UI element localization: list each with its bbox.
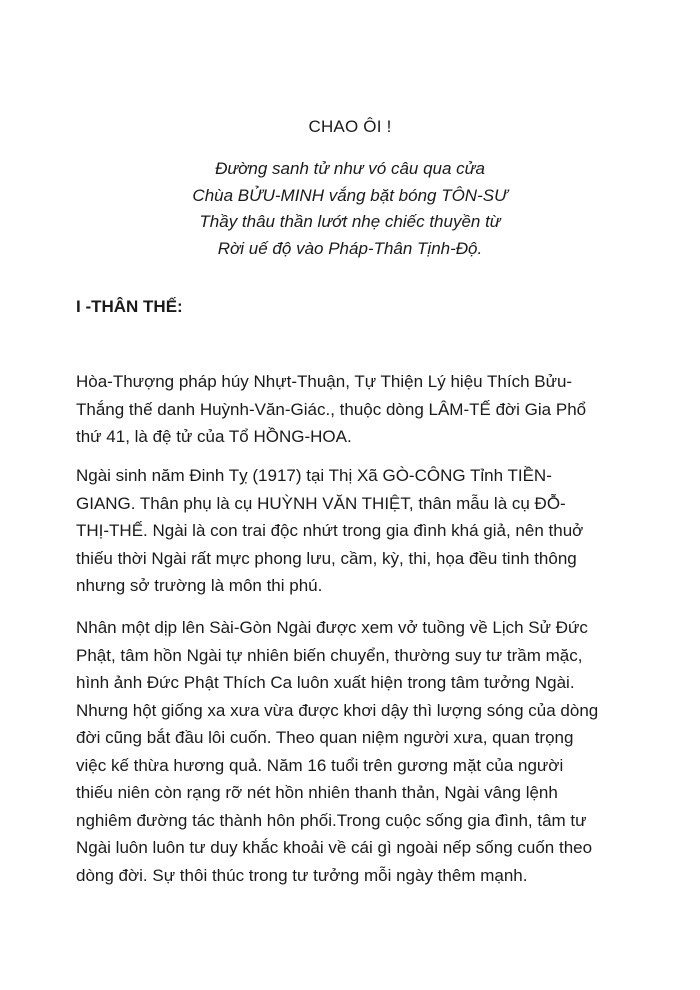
paragraph-line: đời cũng bắt đầu lôi cuốn. Theo quan niệm người xưa, quan trọng xyxy=(76,728,574,747)
paragraph-line: việc kế thừa hương quả. Năm 16 tuổi trên gương mặt của người xyxy=(76,755,564,775)
paragraph-line: GIANG. Thân phụ là cụ HUỲNH VĂN THIỆT, thân mẫu là cụ ĐỖ- xyxy=(76,493,566,513)
paragraph-line: Phật, tâm hồn Ngài tự nhiên biến chuyển, thường suy tư trầm mặc, xyxy=(76,645,583,665)
paragraph-2 xyxy=(76,462,636,600)
poem-line: Chùa BỬU-MINH vắng bặt bóng TÔN-SƯ xyxy=(192,185,508,205)
paragraph-line: Ngài sinh năm Đinh Tỵ (1917) tại Thị Xã GÒ-CÔNG Tỉnh TIỀN- xyxy=(76,466,552,485)
poem-verse xyxy=(0,156,700,262)
paragraph-line: thiếu niên còn rạng rỡ nét hồn nhiên thanh thản, Ngài vâng lệnh xyxy=(76,783,558,802)
poem-line: Đường sanh tử như vó câu qua cửa xyxy=(215,159,485,178)
section-title: I -THÂN THẾ: xyxy=(76,297,183,316)
exclamation-heading: CHAO ÔI ! xyxy=(308,117,392,136)
paragraph-line: Nhân một dịp lên Sài-Gòn Ngài được xem vở tuồng về Lịch Sử Đức xyxy=(76,618,588,637)
paragraph-line: thiếu thời Ngài rất mực phong lưu, cầm, kỳ, thi, họa đều tinh thông xyxy=(76,548,577,568)
paragraph-line: dòng đời. Sự thôi thúc trong tư tưởng mỗi ngày thêm mạnh. xyxy=(76,865,528,885)
paragraph-line: THỊ-THẾ. Ngài là con trai độc nhứt trong gia đình khá giả, nên thuở xyxy=(76,521,584,540)
poem-line: Thầy thâu thần lướt nhẹ chiếc thuyền từ xyxy=(199,212,501,231)
paragraph-line: thứ 41, là đệ tử của Tổ HỒNG-HOA. xyxy=(76,427,352,446)
poem-line: Rời uế độ vào Pháp-Thân Tịnh-Độ. xyxy=(217,238,483,258)
paragraph-line: Thắng thế danh Huỳnh-Văn-Giác., thuộc dòng LÂM-TẾ đời Gia Phổ xyxy=(76,399,587,419)
paragraph-line: Ngài luôn luôn tư duy khắc khoải về cái gì ngoài nếp sống cuốn theo xyxy=(76,838,593,857)
paragraph-line: Nhưng hột giống xa xưa vừa được khơi dậy thì lượng sóng của dòng xyxy=(76,700,599,720)
paragraph-line: hình ảnh Đức Phật Thích Ca luôn xuất hiện trong tâm tưởng Ngài. xyxy=(76,673,575,692)
paragraph-line: Hòa-Thượng pháp húy Nhựt-Thuận, Tự Thiện Lý hiệu Thích Bửu- xyxy=(76,372,573,391)
paragraph-line: nhưng sở trường là môn thi phú. xyxy=(76,576,323,595)
paragraph-1 xyxy=(76,368,636,451)
paragraph-3 xyxy=(76,614,636,889)
paragraph-line: nghiêm đường tác thành hôn phối.Trong cuộc sống gia đình, tâm tư xyxy=(76,810,587,830)
